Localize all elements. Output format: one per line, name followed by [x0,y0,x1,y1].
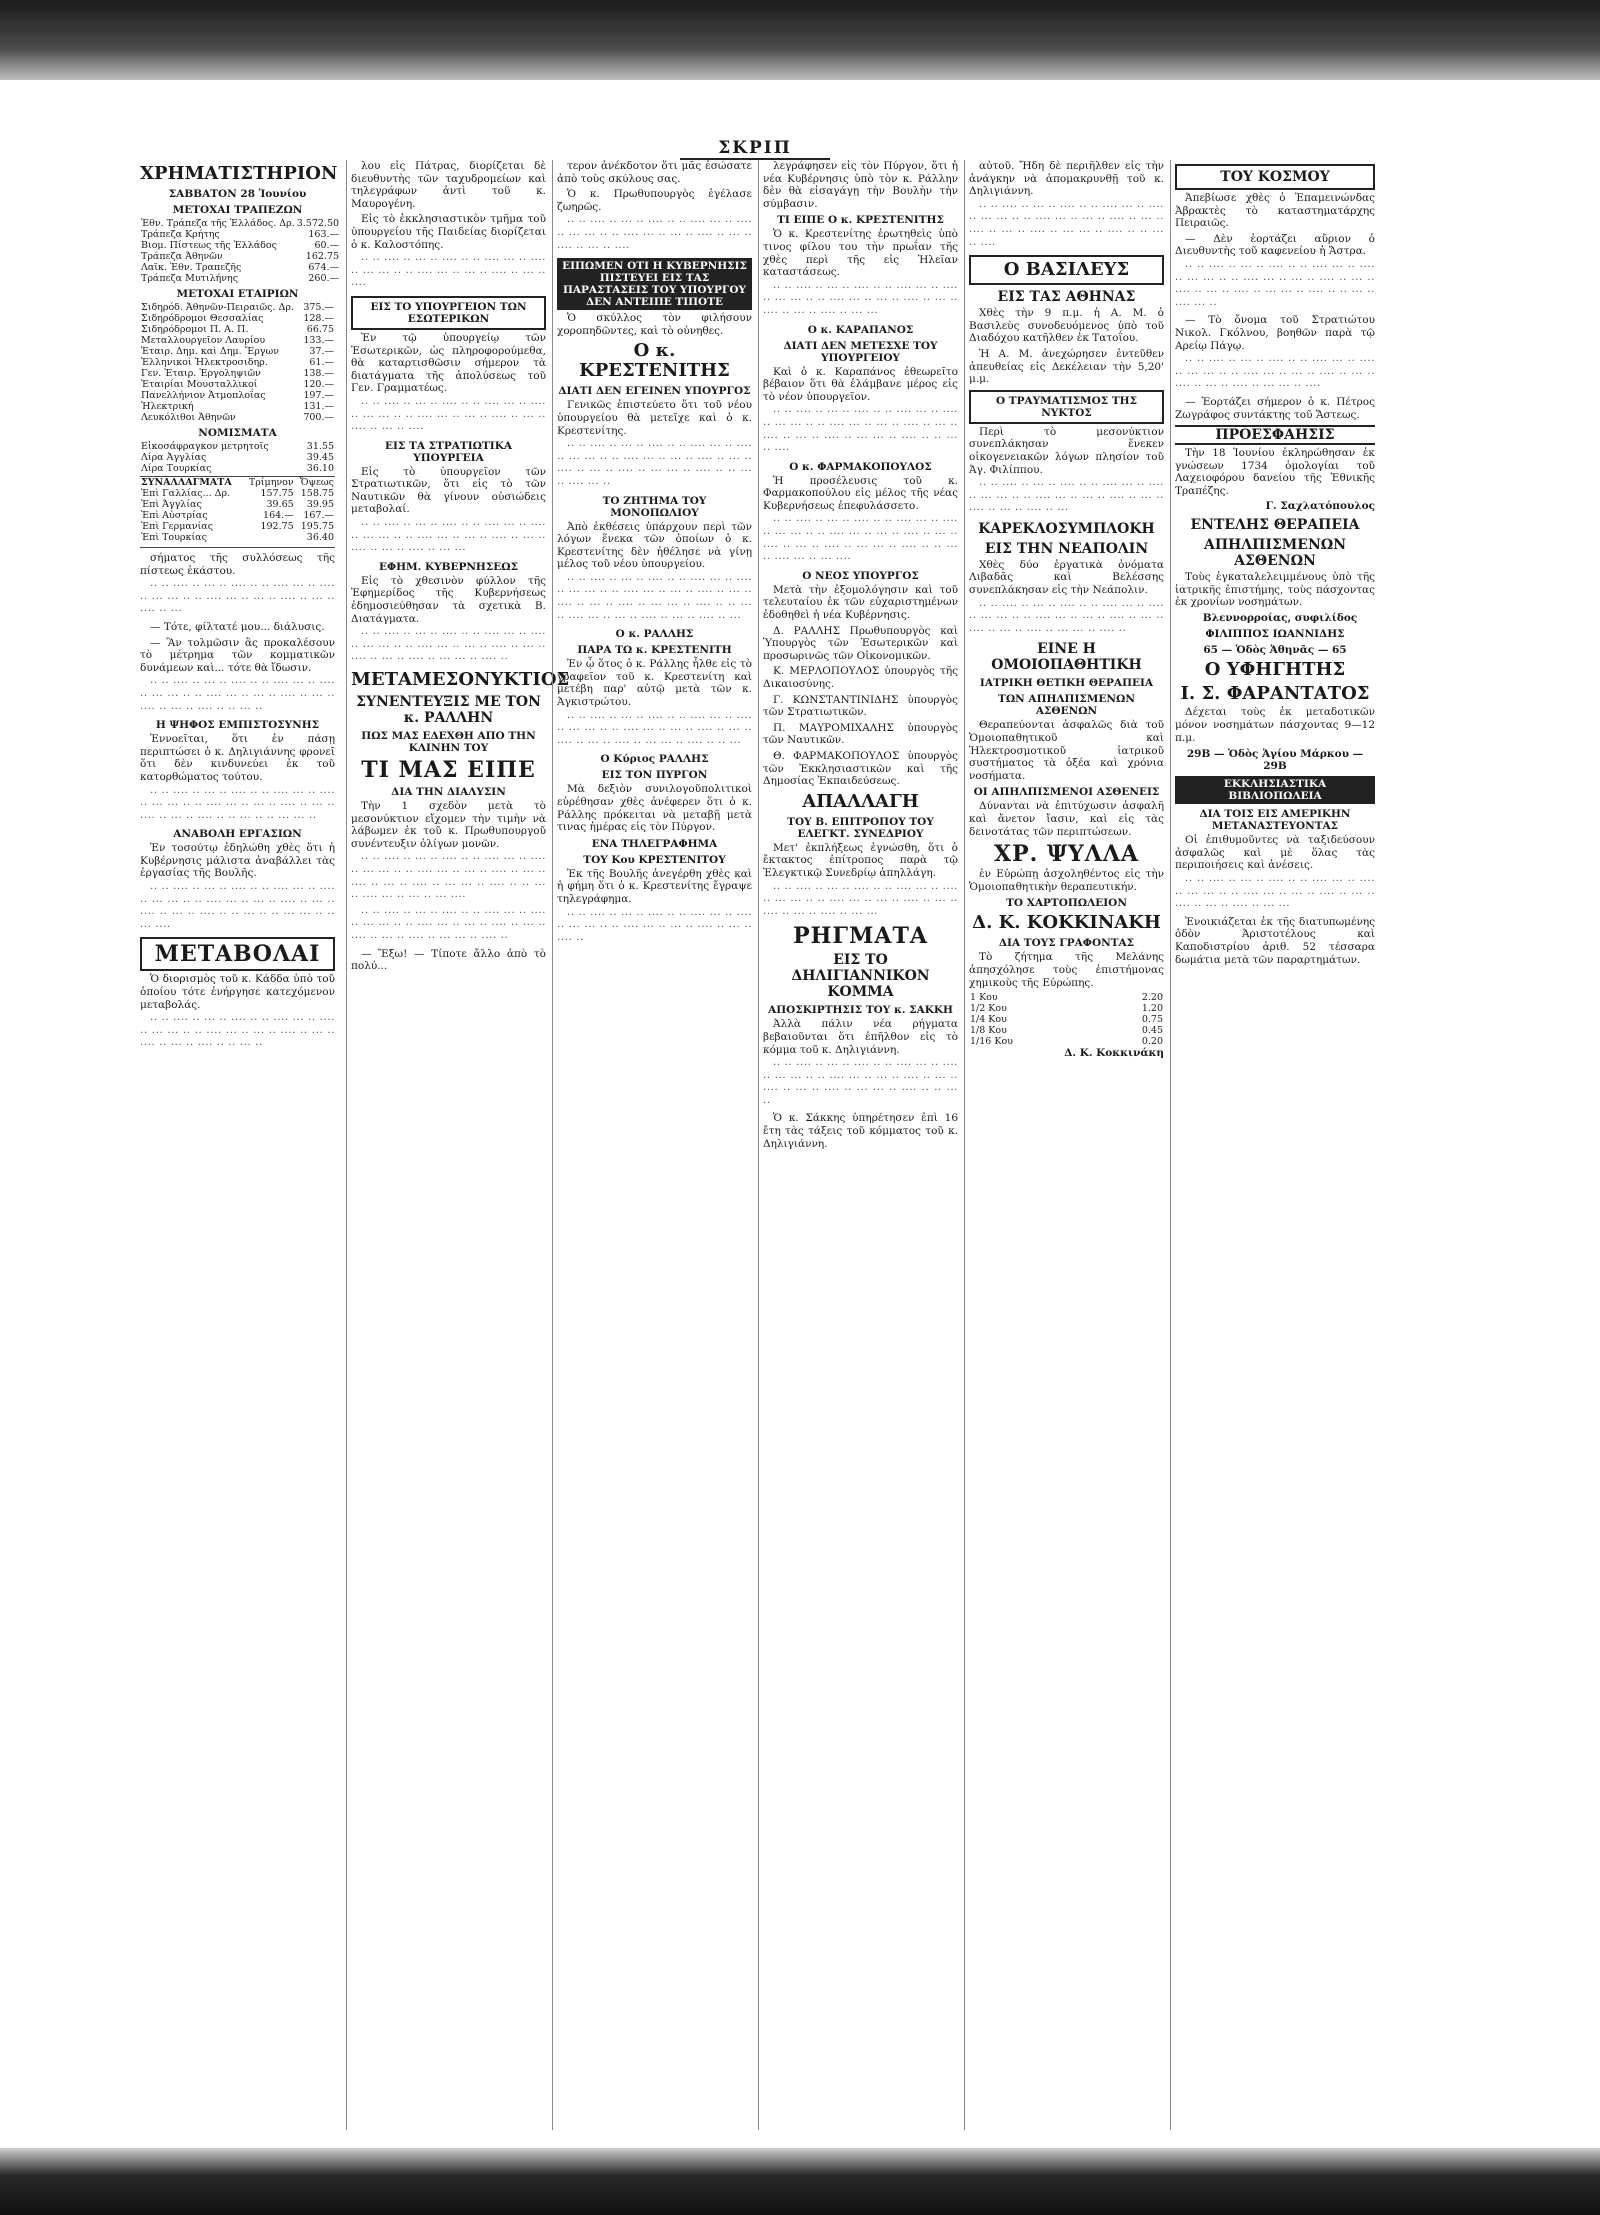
column-2 [346,160,570,2130]
article-paragraph: Οἱ ἐπιθυμοῦντες νὰ ταξιδεύσουν ἀσφαλῶς καὶ μὲ ὅλας τὰς περιποιήσεις καὶ ἀνέσεις. [1175,834,1375,872]
release-heading: ΑΠΑΛΛΑΓΗ [802,790,919,812]
article-paragraph: Δέχεται τοὺς ἐκ μεταδοτικῶν μόνον νοσημάτων πάσχοντας 9—12 π.μ. [1175,706,1375,744]
table-row: Σιδηρόδ. Ἀθηνῶν-Πειραιῶς. Δρ. 375.— [141,302,334,313]
table-row: Σιδηρόδρομοι Θεσσαλίας 128.— [141,313,334,324]
minister-entry: Κ. ΜΕΡΛΟΠΟΥΛΟΣ ὑπουργὸς τῆς Δικαιοσύνης. [763,665,958,690]
article-paragraph: αὐτοῦ. Ἤδη δὲ περιῆλθεν εἰς τὴν ἀνάγκην νὰ ἀπομακρυνθῇ τοῦ κ. Δηλιγιάννη. [969,160,1164,198]
minister-entry: Π. ΜΑΥΡΟΜΙΧΑΛΗΣ ὑπουργὸς τῶν Ναυτικῶν. [763,721,958,747]
farmakopoulos-heading: Ο κ. ΦΑΡΜΑΚΟΠΟΥΛΟΣ [789,460,932,473]
companies-table [140,302,335,423]
coins-heading: ΝΟΜΙΣΜΑΤΑ [198,427,277,439]
table-row: Ἐπὶ Αὐστρίας 164.— 167.— [141,510,334,521]
government-believes-heading: ΕΙΠΩΜΕΝ ΟΤΙ Η ΚΥΒΕΡΝΗΣΙΣ ΠΙΣΤΕΥΕΙ ΕΙΣ ΤΑΣ ΠΑΡΑΣΤΑΣΕΙΣ ΤΟΥ ΥΠΟΥΡΓΟΥ ΔΕΝ ΑΝΤΕΙΠΕ ΤΙΠΟΤΕ [557,258,752,310]
table-row: Λίρα Τουρκίας 36.10 [141,463,334,474]
table-row: Γεν. Ἑταιρ. Ἐργοληψιῶν 138.— [141,368,334,379]
table-row: Ἐπὶ Τουρκίας 36.40 [141,532,334,543]
article-paragraph: — Τὸ ὄνομα τοῦ Στρατιώτου Νικολ. Γκόλνου, βοηθῶν παρὰ τῷ Αρείῳ Πάγῳ. [1175,314,1375,352]
text-filler: ·· ·· ···· ·· ··· ·· ···· ·· ·· ···· ··· ·· ···· ·· ··· ··· ·· ·· ···· ··· ·· ··· ·· ···· ·· ··· ·· ···· [351,254,546,292]
table-row: Σιδηρόδρομοι Π. Α. Π. 66.75 [141,324,334,335]
changes-heading: ΜΕΤΑΒΟΛΑΙ [140,937,335,971]
table-row: 1 Κου 2.20 [970,992,1163,1004]
article-paragraph: — Τότε, φίλτατέ μου... διάλυσις. [150,620,325,633]
article-paragraph: Ἀπὸ ἐκθέσεις ὑπάρχουν περὶ τῶν λόγων ἕνεκα τῶν ὁποίων ὁ κ. Κρεστενίτης δὲν ἠθέλησε νὰ γίνῃ μέλος τοῦ νέου ὑπουργείου. [557,520,752,571]
article-paragraph: Ἐν ᾧ ὅτος ὁ κ. Ράλλης ἦλθε εἰς τὸ γραφεῖον τοῦ κ. Κρεστενίτη καὶ μετέβη παρ' αὐτῷ μετὰ τῶν κ. Ἀγκιστρώτου. [557,658,752,709]
article-paragraph: Τὴν 1 σχεδὸν μετὰ τὸ μεσονύκτιον εἴχομεν τὴν τιμὴν νὰ λάβωμεν ἐκ τοῦ κ. Πρωθυπουργοῦ συνέντευξιν ὀλίγων μονῶν. [351,800,546,850]
article-paragraph: Ἐνοικιάζεται ἐκ τῆς διατυπωμένης ὁδὸν Ἀριστοτέλους καὶ Καποδιστρίου ἀριθ. 52 τέσσαρα δωμάτια μετὰ τῶν παραρτημάτων. [1175,915,1375,966]
lecturer-heading: Ο ΥΦΗΓΗΤΗΣ [1204,659,1346,681]
telegram-heading: ΕΝΑ ΤΗΛΕΓΡΑΦΗΜΑ [591,837,718,850]
text-filler: ·· ·· ···· ·· ··· ·· ···· ·· ·· ···· ··· ·· ···· ·· ··· ··· ·· ·· ···· ··· ·· ··· ·· ···· ·· ··· ·· ···· ·· ··· ·· ···· ·· ··· ··· ·· ···· ·· ·· ··· ·· ···· ··· ·· ··· ·· ···· ·· ··· ·· ···· ·· ··· [557,573,752,624]
article-paragraph: Ὁ διορισμὸς τοῦ κ. Κάδδα ὑπὸ τοῦ ὁποίου τότε ἐνήργησε κατεχόμενον μεταβολάς. [140,973,335,1011]
rallis-subheading: ΠΑΡΑ ΤΩ κ. ΚΡΕΣΤΕΝΙΤΗ [577,644,732,657]
interview-headline: ΤΙ ΜΑΣ ΕΙΠΕ [361,757,536,783]
article-paragraph: Εἰς τὸ ὑπουργεῖον τῶν Στρατιωτικῶν, ὅτι εἰς τὸ τῶν Ναυτικῶν θὰ γίνουν οὐσιώδεις μεταβολαί. [351,465,546,516]
text-filler: ·· ·· ···· ·· ··· ·· ···· ·· ·· ···· ··· ·· ···· ·· ··· ··· ·· ·· ···· ··· ·· ··· ·· ···· ·· ··· ·· ···· ·· ··· ·· ···· ·· ··· ··· ·· ···· ·· [969,599,1164,637]
desperate-patients-heading: ΟΙ ΑΠΗΛΠΙΣΜΕΝΟΙ ΑΣΘΕΝΕΙΣ [973,786,1160,799]
article-paragraph: Δύνανται νὰ ἐπιτύχωσιν ἀσφαλῆ καὶ ἄνετον ἴασιν, καὶ εἰς τὰς δεινοτάτας τῶν περιπτώσεων. [969,800,1164,838]
society-heading: ΤΟΥ ΚΟΣΜΟΥ [1175,164,1375,190]
newspaper-page [140,138,1380,2140]
article-paragraph: Μὰ δεξιὸν συνιλογοῦπολιτικοὶ εὐρέθησαν χθὲς ἀνέφερεν ὅτι ὁ κ. Ράλλης πρόκειται νὰ μεταβῇ μετὰ τινας ἡμέρας εἰς τὸν Πύργον. [557,783,752,834]
table-row: 1/16 Κου 0.20 [970,1036,1163,1048]
table-row: Ἐθν. Τράπεζα τῆς Ἑλλάδος. Δρ. 3.572.50 [141,218,340,229]
vote-of-confidence-heading: Η ΨΗΦΟΣ ΕΜΠΙΣΤΟΣΥΝΗΣ [155,719,320,732]
homeopathy-ad-subheading: ΙΑΤΡΙΚΗ ΘΕΤΙΚΗ ΘΕΡΑΠΕΙΑ [979,677,1154,690]
night-wounding-heading: Ο ΤΡΑΥΜΑΤΙΣΜΟΣ ΤΗΣ ΝΥΚΤΟΣ [969,390,1164,424]
banks-table [140,218,340,284]
column-3 [552,160,752,2130]
text-filler: ·· ·· ···· ·· ··· ·· ···· ·· ·· ···· ··· ·· ···· ·· ··· ··· ·· ·· ···· ··· ·· ··· ·· ···· ·· ··· ·· ···· ·· ··· ·· ···· ·· ··· ··· ·· ···· ·· ·· ··· ·· ···· ··· ·· [557,440,752,490]
column-4 [758,160,958,2130]
military-ministries-heading: ΕΙΣ ΤΑ ΣΤΡΑΤΙΩΤΙΚΑ ΥΠΟΥΡΓΕΙΑ [385,439,512,464]
text-filler: ·· ·· ···· ·· ··· ·· ···· ·· ·· ···· ··· ·· ···· ·· ··· ··· ·· ·· ···· ··· ·· ··· ·· ···· ·· ··· ·· ···· ·· ··· ·· ···· ·· ··· ··· ·· ···· ·· ·· ··· ·· ···· ··· ·· ··· ·· ··· ···· [351,853,546,904]
homeopathy-ad-heading: ΕΙΝΕ Η ΟΜΟΙΟΠΑΘΗΤΙΚΗ [991,641,1142,674]
telegram-subheading: ΤΟΥ Κου ΚΡΕΣΤΕΝΙΤΟΥ [583,853,726,866]
king-heading: Ο ΒΑΣΙΛΕΥΣ [969,255,1164,285]
article-paragraph: Ἐκ τῆς Βουλῆς ἀνεγέρθη χθὲς καὶ ἡ φήμη ὅτι ὁ κ. Κρεστενίτης ἔγραψε τηλεγράφημα. [557,867,752,905]
text-filler: ·· ·· ···· ·· ··· ·· ···· ·· ·· ···· ··· ·· ···· ·· ··· ··· ·· ·· ···· ··· ·· ··· ·· ···· ·· ··· ·· ···· ·· ··· ·· ···· ·· ··· ··· ·· ···· ·· ·· ··· ·· ···· ··· ·· ··· ···· [763,515,958,566]
article-paragraph: λου εἰς Πάτρας, διορίζεται δὲ διευθυντὴς τῶν ταχυδρομείων καὶ τηλεγράφων ἀντὶ τοῦ κ. Μαυρογένη. [351,160,546,210]
doctor-name: ΧΡ. ΨΥΛΛΑ [994,841,1139,868]
interior-ministry-heading: ΕΙΣ ΤΟ ΥΠΟΥΡΓΕΙΟΝ ΤΩΝ ΕΣΩΤΕΡΙΚΩΝ [351,296,546,330]
karapanos-subheading: ΔΙΑΤΙ ΔΕΝ ΜΕΤΕΣΧΕ ΤΟΥ ΥΠΟΥΡΓΕΙΟΥ [783,339,938,364]
article-paragraph: Τὴν 18 Ἰουνίου ἐκληρώθησαν ἐκ γνώσεων 1734 ὁμολογίαι τοῦ Λαχειοφόρου δανείου τῆς Ἐθνικῆς Τραπέζης. [1175,447,1375,497]
column-1 [140,160,340,2130]
text-filler: ·· ·· ···· ·· ··· ·· ···· ·· ·· ···· ··· ·· ···· ·· ··· ··· ·· ·· ···· ··· ·· ··· ·· ···· ·· ··· ·· ···· ·· ··· ·· ···· ·· ··· ··· [763,882,958,920]
rifts-subheading: ΕΙΣ ΤΟ ΔΗΛΙΓΙΑΝΝΙΚΟΝ ΚΟΜΜΑ [791,952,930,1001]
table-row: Πανελλήνιον Ἀτμοπλοΐας 197.— [141,390,334,401]
full-treatment-heading: ΕΝΤΕΛΗΣ ΘΕΡΑΠΕΙΑ [1190,517,1360,534]
table-row: Λίρα Ἀγγλίας 39.45 [141,452,334,463]
table-row: Λευκόλιθοι Ἀθηνῶν 700.— [141,412,334,423]
chair-brawl-heading: ΚΑΡΕΚΛΟΣΥΜΠΛΟΚΗ [978,520,1155,537]
column-6 [1170,160,1375,2130]
article-paragraph: Ἀλλὰ πάλιν νέα ρήγματα βεβαιοῦνται ὅτι ἐπῆλθον εἰς τὸ κόμμα τοῦ κ. Δηλιγιάννη. [763,1018,958,1056]
minister-entry: Θ. ΦΑΡΜΑΚΟΠΟΥΛΟΣ ὑπουργὸς τῶν Ἐκκλησιαστικῶν καὶ τῆς Δημοσίας Ἐκπαιδεύσεως. [763,749,958,788]
ailments-line: Βλεννορροίας, συφιλίδος [1202,611,1358,624]
table-row: Ἑταιρίαι Μουσταλλικοί 120.— [141,379,334,390]
text-filler: ·· ·· ···· ·· ··· ·· ···· ·· ·· ···· ··· ·· ···· ·· ··· ··· ·· ·· ···· ··· ·· ··· ·· ···· ·· ··· ·· ···· ·· ··· ·· ···· ·· ··· ··· ·· ···· ·· ·· ··· [557,711,752,749]
text-filler: ·· ·· ···· ·· ··· ·· ···· ·· ·· ···· ··· ·· ···· ·· ··· ··· ·· ·· ···· ··· ·· ··· ·· ···· ·· ··· ·· ···· ·· ··· ·· ···· ·· ··· ··· [1175,875,1375,913]
table-row: Λαϊκ. Ἐθν. Τραπεζῆς 674.— [141,262,340,273]
article-paragraph: λεγράφησεν εἰς τὸν Πύργον, ὅτι ἡ νέα Κυβέρνησις ὑπὸ τὸν κ. Ράλλην δὲν θὰ εἰσαγάγῃ τὴν Βουλὴν τὴν σύμβασιν. [763,160,958,210]
postponement-heading: ΑΝΑΒΟΛΗ ΕΡΓΑΣΙΩΝ [173,828,302,841]
table-row: Βιομ. Πίστεως τῆς Ἑλλάδος 60.— [141,240,340,251]
krestenitis-heading: Ο κ. ΚΡΕΣΤΕΝΙΤΗΣ [579,340,730,382]
article-paragraph: τερον ἀνέκδοτον ὅτι μᾶς ἐσώσατε ἀπὸ τοὺς σκύλους σας. [557,160,752,185]
ink-price-table [969,992,1164,1047]
column-5 [964,160,1164,2130]
article-paragraph: Ἡ προσέλευσις τοῦ κ. Φαρμακοπούλου εἰς μέλος τῆς νέας Κυβερνήσεως ἐπεφυλάσσετο. [763,474,958,512]
text-filler: ·· ·· ···· ·· ··· ·· ···· ·· ·· ···· ··· ·· ···· ·· ··· ··· ·· ·· ···· ··· ·· ··· ·· ···· ·· ··· ·· ···· ·· ··· ·· ···· ·· ··· [969,479,1164,517]
table-row: Τράπεζα Κρήτης 163.— [141,229,340,240]
text-filler: ·· ·· ···· ·· ··· ·· ···· ·· ·· ···· ··· ·· ···· ·· ··· ··· ·· ·· ···· ··· ·· ··· ·· ···· ·· ··· ·· ···· ·· ··· ·· ···· ·· ··· ··· ·· ···· ·· [351,628,546,666]
chair-brawl-subheading: ΕΙΣ ΤΗΝ ΝΕΑΠΟΛΙΝ [984,540,1149,557]
article-paragraph: Ἐννοεῖται, ὅτι ἐν πάσῃ περιπτώσει ὁ κ. Δηλιγιάννης φρονεῖ ὅτι δὲν κινδυνεύει ἐκ τοῦ κατορθώματος τούτου. [140,733,335,783]
announcement-heading: ΠΡΟΕΣΦΑΗΣΙΣ [1175,425,1375,445]
pyrgos-subheading: ΕΙΣ ΤΟΝ ΠΥΡΓΟΝ [601,769,708,782]
text-filler: ·· ·· ···· ·· ··· ·· ···· ·· ·· ···· ··· ·· ···· ·· ··· ··· ·· ·· ···· ··· ·· ··· ·· ···· ·· ··· ·· ···· ·· ··· ·· ···· ·· ··· ··· [763,281,958,319]
table-row: Τράπεζα Ἀθηνῶν 162.75 [141,251,340,262]
table-row: 1/4 Κου 0.75 [970,1014,1163,1026]
table-row: 1/8 Κου 0.45 [970,1025,1163,1037]
monopoly-heading: ΤΟ ΖΗΤΗΜΑ ΤΟΥ ΜΟΝΟΠΩΛΙΟΥ [602,494,707,519]
announcement-signature: Γ. Σαχλατόπουλος [1265,500,1375,513]
interview-subheading-2: ΠΩΣ ΜΑΣ ΕΔΕΧΘΗ ΑΠΟ ΤΗΝ ΚΛΙΝΗΝ ΤΟΥ [361,730,536,754]
rallis-heading: Ο κ. ΡΑΛΛΗΣ [615,628,694,641]
coins-table [140,441,335,474]
article-paragraph: Μετ' ἐκπλήξεως ἐγνώσθη, ὅτι ὁ ἔκτακτος ἐπίτροπος παρὰ τῷ Ἐλεγκτικῷ Συνεδρίῳ ἀπηλλάγη. [763,841,958,879]
table-row: Ἑλληνικοὶ Ἠλεκτροσιδηρ. 61.— [141,357,334,368]
banks-heading: ΜΕΤΟΧΑΙ ΤΡΑΠΕΖΩΝ [172,204,303,216]
fx-table [140,476,335,543]
text-filler: ·· ·· ···· ·· ··· ·· ···· ·· ·· ···· ··· ·· ···· ·· ··· ··· ·· ·· ···· ··· ·· ··· ·· ···· ·· ··· ·· ···· ·· ··· ·· ···· ·· ··· ··· ·· ···· ·· ·· ··· ·· ···· ··· ·· [1175,260,1375,311]
table-header: ΣΥΝΑΛΛΑΓΜΑΤΑ Τρίμηνον Ὄψεως [141,477,334,488]
companies-heading: ΜΕΤΟΧΑΙ ΕΤΑΙΡΙΩΝ [176,288,299,300]
scan-top-border [0,0,1600,80]
article-paragraph: Εἰς τὸ ἐκκλησιαστικὸν τμῆμα τοῦ ὑπουργείου τῆς Παιδείας διορίζεται ὁ κ. Καλοστόπης. [351,213,546,251]
stationery-ad-name: Δ. Κ. ΚΟΚΚΙΝΑΚΗ [972,912,1161,934]
text-filler: ·· ·· ···· ·· ··· ·· ···· ·· ·· ···· ··· ·· ···· ·· ··· ··· ·· ·· ···· ··· ·· ··· ·· ···· ·· ··· ·· ···· ·· ··· ·· ···· ·· ··· ··· ·· ···· ·· [351,906,546,944]
stationery-ad-subheading: ΔΙΑ ΤΟΥΣ ΓΡΑΦΟΝΤΑΣ [998,937,1135,950]
text-filler: ·· ·· ···· ·· ··· ·· ···· ·· ·· ···· ··· ·· ···· ·· ··· ··· ·· ·· ···· ··· ·· ··· ·· ···· ·· ··· ·· ···· ·· ··· ·· ···· [557,216,752,254]
text-filler: ·· ·· ···· ·· ··· ·· ···· ·· ·· ···· ··· ·· ···· ·· ··· ··· ·· ·· ···· ··· ·· ··· ·· ···· ·· ··· ·· ···· ·· ··· ·· ···· ·· ·· ··· ·· ·· ··· ··· ·· [140,786,335,824]
table-row: Ἠλεκτρική 131.— [141,401,334,412]
krestenitis-subheading: ΔΙΑΤΙ ΔΕΝ ΕΓΕΙΝΕΝ ΥΠΟΥΡΓΟΣ [558,385,751,398]
article-paragraph: Ὁ κ. Κρεστενίτης ἐρωτηθεὶς ὑπὸ τινος φίλου του τὴν πρωΐαν τῆς χθὲς περὶ τῆς εἰς Ἠλεῖαν καταστάσεως. [763,228,958,279]
table-row: Μεταλλουργεῖον Λαυρίου 133.— [141,335,334,346]
lecturer-address: 29Β — Ὁδὸς Ἁγίου Μάρκου — 29Β [1186,748,1364,773]
emigrants-heading: ΔΙΑ ΤΟΙΣ ΕΙΣ ΑΜΕΡΙΚΗΝ ΜΕΤΑΝΑΣΤΕΥΟΝΤΑΣ [1199,808,1351,833]
homeopathy-ad-subheading-2: ΤΩΝ ΑΠΗΛΠΙΣΜΕΝΩΝ ΑΣΘΕΝΩΝ [998,693,1135,718]
article-paragraph: ἐν Εὐρώπῃ ἀσχοληθέντος εἰς τὴν Ὁμοιοπαθητικὴν θεραπευτικήν. [969,868,1164,893]
new-ministry-heading: Ο ΝΕΟΣ ΥΠΟΥΡΓΟΣ [802,569,919,582]
scan-bottom-border [0,2148,1600,2215]
stock-exchange-date: ΣΑΒΒΑΤΟΝ 28 Ἰουνίου [168,188,307,200]
article-paragraph: Ἡ Α. Μ. ἀνεχώρησεν ἐντεῦθεν ἀπευθείας εἰς Δεκέλειαν τὴν 5,20' μ.μ. [969,347,1164,386]
table-row: Εἰκοσάφραγκον μετρητοῖς 31.55 [141,441,334,452]
article-paragraph: Ὁ σκύλλος τὸν φιλήσουν χοροπηδῶντες, καὶ τὸ οὐνηθες. [557,312,752,337]
article-paragraph: Ὁ κ. Σάκκης ὑπηρέτησεν ἐπὶ 16 ἔτη τὰς τάξεις τοῦ κόμματος τοῦ κ. Δηλιγιάννη. [763,1112,958,1150]
minister-entry: Γ. ΚΩΝΣΤΑΝΤΙΝΙΔΗΣ ὑπουργὸς τῶν Στρατιωτικῶν. [763,693,958,719]
text-filler: ·· ·· ···· ·· ··· ·· ···· ·· ·· ···· ··· ·· ···· ·· ··· ··· ·· ·· ···· ··· ·· ··· ·· ···· ·· ··· ·· ···· ·· [557,908,752,946]
text-filler: ·· ·· ···· ·· ··· ·· ···· ·· ·· ···· ··· ·· ···· ·· ··· ··· ·· ·· ···· ··· ·· ··· ·· ···· ·· ··· ·· ···· ·· ··· ·· ···· ·· ··· ··· ·· ···· ·· ·· ··· ·· ···· [763,406,958,457]
release-subheading: ΤΟΥ Β. ΕΠΙΤΡΟΠΟΥ ΤΟΥ ΕΛΕΓΚΤ. ΣΥΝΕΔΡΙΟΥ [787,815,934,840]
article-paragraph: — Ἔξω! — Τίποτε ἄλλο ἀπὸ τὸ πολύ... [351,947,546,973]
article-paragraph: Γενικῶς ἐπιστεύετο ὅτι τοῦ νέου ὑπουργείου θὰ μετεῖχε καὶ ὁ κ. Κρεστενίτης. [557,399,752,437]
article-paragraph: Καὶ ὁ κ. Καραπάνος ἐθεωρεῖτο βέβαιον ὅτι θὰ ἐλάμβανε μέρος εἰς τὸ νέον ὑπουργεῖον. [763,365,958,403]
article-paragraph: — Ἂν τολμῶσιν ἂς προκαλέσουν τὸ μέτρημα τῶν κομματικῶν δυνάμεων καὶ... τότε θὰ ἴδωσιν. [140,636,335,674]
table-row: Ἑταιρ. Δημ. καὶ Δημ. Ἔργων 37.— [141,346,334,357]
table-row: Ἐπὶ Ἀγγλίας 39.65 39.95 [141,499,334,510]
table-row: 1/2 Κου 1.20 [970,1003,1163,1015]
text-filler: ·· ·· ···· ·· ··· ·· ···· ·· ·· ···· ··· ·· ···· ·· ··· ··· ·· ·· ···· ··· ·· ··· ·· ···· ·· ··· ·· ···· ·· ··· ·· ···· ·· ··· ··· ·· ···· ·· ·· ··· ·· [763,1059,958,1109]
minister-entry: Δ. ΡΑΛΛΗΣ Πρωθυπουργὸς καὶ Ὑπουργὸς τῶν Ἐσωτερικῶν καὶ προσωρινῶς τῶν Οἰκονομικῶν. [763,624,958,662]
article-paragraph: Θεραπεύονται ἀσφαλῶς διὰ τοῦ Ὁμοιοπαθητικοῦ καὶ Ἠλεκτροσμοτικοῦ ἰατρικοῦ συστήματος τὰ ὀξέα καὶ χρόνια νοσήματα. [969,719,1164,782]
article-paragraph: Ἐν τοσούτῳ ἐδηλώθη χθὲς ὅτι ἡ Κυβέρνησις μάλιστα ἀναβάλλει τὰς ἐργασίας τῆς Βουλῆς. [140,842,335,880]
full-treatment-subheading: ΑΠΗΛΠΙΣΜΕΝΩΝ ΑΣΘΕΝΩΝ [1203,537,1347,570]
table-row: Ἐπὶ Γερμανίας 192.75 195.75 [141,521,334,532]
article-paragraph: Ἐν τῷ ὑπουργείῳ τῶν Ἐσωτερικῶν, ὡς πληροφορούμεθα, θὰ καταρτισθῶσιν σήμερον τὰ διατάγματα τῆς ἀπολύσεως τοῦ Γεν. Γραμματέως. [351,331,546,395]
text-filler: ·· ·· ···· ·· ··· ·· ···· ·· ·· ···· ··· ·· ···· ·· ··· ··· ·· ·· ···· ··· ·· ··· ·· ···· ·· ··· ·· ···· ·· ··· ·· ···· ·· ·· ··· ·· ·· ··· ··· ·· ·· ··· ···· [140,883,335,933]
table-row: Ἐπὶ Γαλλίας... Δρ. 157.75 158.75 [141,488,334,499]
doctor-name-2: ΦΙΛΙΠΠΟΣ ΙΩΑΝΝΙΔΗΣ [1205,628,1345,641]
article-paragraph: Περὶ τὸ μεσονύκτιον συνεπλάκησαν ἕνεκεν οἰκογενειακῶν λόγων πλησίον τοῦ Ἀγ. Φιλίππου. [969,425,1164,476]
krestenitis-said-heading: ΤΙ ΕΙΠΕ Ο κ. ΚΡΕΣΤΕΝΙΤΗΣ [777,214,944,227]
article-paragraph: Μετὰ τὴν ἐξομολόγησιν καὶ τοῦ τελευταίου ἐκ τῶν εὐχαριστημένων ἐδοθηθεὶ ἡ νέα Κυβέρνησις. [763,583,958,622]
text-filler: ·· ·· ···· ·· ··· ·· ···· ·· ·· ···· ··· ·· ···· ·· ··· ··· ·· ·· ···· ··· ·· ··· ·· ···· ·· ··· ·· ···· ·· ··· ·· ···· ·· ·· ··· ·· [140,677,335,715]
text-filler: ·· ·· ···· ·· ··· ·· ···· ·· ·· ···· ··· ·· ···· ·· ··· ··· ·· ·· ···· ··· ·· ··· ·· ···· ·· ··· ·· ···· ·· ··· ·· ···· [351,397,546,436]
table-row: Τράπεζα Μυτιλήνης 260.— [141,273,340,284]
bookstore-heading: ΕΚΚΛΗΣΙΑΣΤΙΚΑ ΒΙΒΛΙΟΠΩΛΕΙΑ [1175,776,1375,804]
pyrgos-heading: Ο Κύριος ΡΑΛΛΗΣ [600,753,709,766]
lecturer-name: Ι. Σ. ΦΑΡΑΝΤΑΤΟΣ [1180,683,1370,705]
midnight-interview-heading: ΜΕΤΑΜΕΣΟΝΥΚΤΙΟΣ [351,669,570,690]
stationery-signature: Δ. Κ. Κοκκινάκη [1064,1047,1164,1060]
text-filler: ·· ·· ···· ·· ··· ·· ···· ·· ·· ···· ··· ·· ···· ·· ··· ··· ·· ·· ···· ··· ·· ··· ·· ···· ·· ··· ·· ···· ·· ··· ·· ···· ·· ··· ··· ·· ···· [1175,355,1375,393]
text-filler: ·· ·· ···· ·· ··· ·· ···· ·· ·· ···· ··· ·· ···· ·· ··· ··· ·· ·· ···· ··· ·· ··· ·· ···· ·· ··· ·· ···· ·· ··· [140,580,335,618]
doctor-address: 65 — Ὁδὸς Ἀθηνᾶς — 65 [1203,644,1347,657]
article-paragraph: Ὁ κ. Πρωθυπουργὸς ἐγέλασε ζωηρῶς. [557,188,752,213]
article-paragraph: Εἰς τὸ χθεσινὸν φύλλον τῆς Ἐφημερίδος τῆς Κυβερνήσεως ἐδημοσιεύθησαν τὰ σχετικὰ Β. Διατάγματα. [351,574,546,625]
text-filler: ·· ·· ···· ·· ··· ·· ···· ·· ·· ···· ··· ·· ···· ·· ··· ··· ·· ·· ···· ··· ·· ··· ·· ···· ·· ··· ·· ···· ·· ··· ·· ···· ·· ··· ··· [351,519,546,557]
text-filler: ·· ·· ···· ·· ··· ·· ···· ·· ·· ···· ··· ·· ···· ·· ··· ··· ·· ·· ···· ··· ·· ··· ·· ···· ·· ··· ·· ···· ·· ··· ·· ···· ·· ·· ··· ·· [140,1014,335,1052]
text-filler: ·· ·· ···· ·· ··· ·· ···· ·· ·· ···· ··· ·· ···· ·· ··· ··· ·· ·· ···· ··· ·· ··· ·· ···· ·· ··· ·· ···· ·· ··· ·· ···· ·· ··· ··· ·· ···· ·· ·· ··· ·· ···· [969,200,1164,251]
article-paragraph: Χθὲς τὴν 9 π.μ. ἡ Α. Μ. ὁ Βασιλεὺς συνοδευόμενος ὑπὸ τοῦ Διαδόχου κατῆλθεν ἐκ Τατοΐου. [969,307,1164,345]
article-paragraph: Χθὲς δύο ἐργατικὰ ὀνόματα Λιβαδᾶς καὶ Βελέσσης συνεπλάκησαν εἰς τὴν Νεάπολιν. [969,558,1164,597]
article-paragraph: — Ἑορτάζει σήμερον ὁ κ. Πέτρος Ζωγράφος συντάκτης τοῦ Ἄστεως. [1175,395,1375,421]
article-paragraph: Τοὺς ἐγκαταλελειμμένους ὑπὸ τῆς ἰατρικῆς ἐπιστήμης, τοὺς πάσχοντας ἐκ χρονίων νοσημάτων. [1175,571,1375,609]
stock-exchange-title: ΧΡΗΜΑΤΙΣΤΗΡΙΟΝ [140,163,338,184]
article-paragraph: σήματος τῆς συλλόσεως τῆς πίστεως ἐκάστου. [140,552,335,577]
interview-subheading: ΣΥΝΕΝΤΕΥΞΙΣ ΜΕ ΤΟΝ κ. ΡΑΛΛΗΝ [356,694,541,726]
rifts-heading: ΡΗΓΜΑΤΑ [793,923,928,950]
article-paragraph: — Δὲν ἑορτάζει αὔριον ὁ Διευθυντὴς τοῦ καφενείου ἡ Ἄστρα. [1175,232,1375,258]
government-gazette-heading: ΕΦΗΜ. ΚΥΒΕΡΝΗΣΕΩΣ [378,560,519,573]
rifts-subheading-2: ΑΠΟΣΚΙΡΤΗΣΙΣ ΤΟΥ κ. ΣΑΚΚΗ [768,1004,953,1017]
king-subheading: ΕΙΣ ΤΑΣ ΑΘΗΝΑΣ [997,289,1136,306]
interview-subheading-3: ΔΙΑ ΤΗΝ ΔΙΑΛΥΣΙΝ [391,786,506,798]
article-paragraph: Ἀπεβίωσε χθὲς ὁ Ἐπαμεινώνδας Ἀβρακτὲς τὸ καταστηματάρχης Πειραιῶς. [1175,192,1375,230]
stationery-ad-heading: ΤΟ ΧΑΡΤΟΠΩΛΕΙΟΝ [1006,897,1127,910]
article-paragraph: Τὸ ζήτημα τῆς Μελάνης ἀπησχόλησε τοὺς ἐπιστήμονας χημικοὺς τῆς Εὐρώπης. [969,951,1164,989]
karapanos-heading: Ο κ. ΚΑΡΑΠΑΝΟΣ [807,323,914,336]
masthead: ΣΚΡΙΠ [680,138,830,160]
